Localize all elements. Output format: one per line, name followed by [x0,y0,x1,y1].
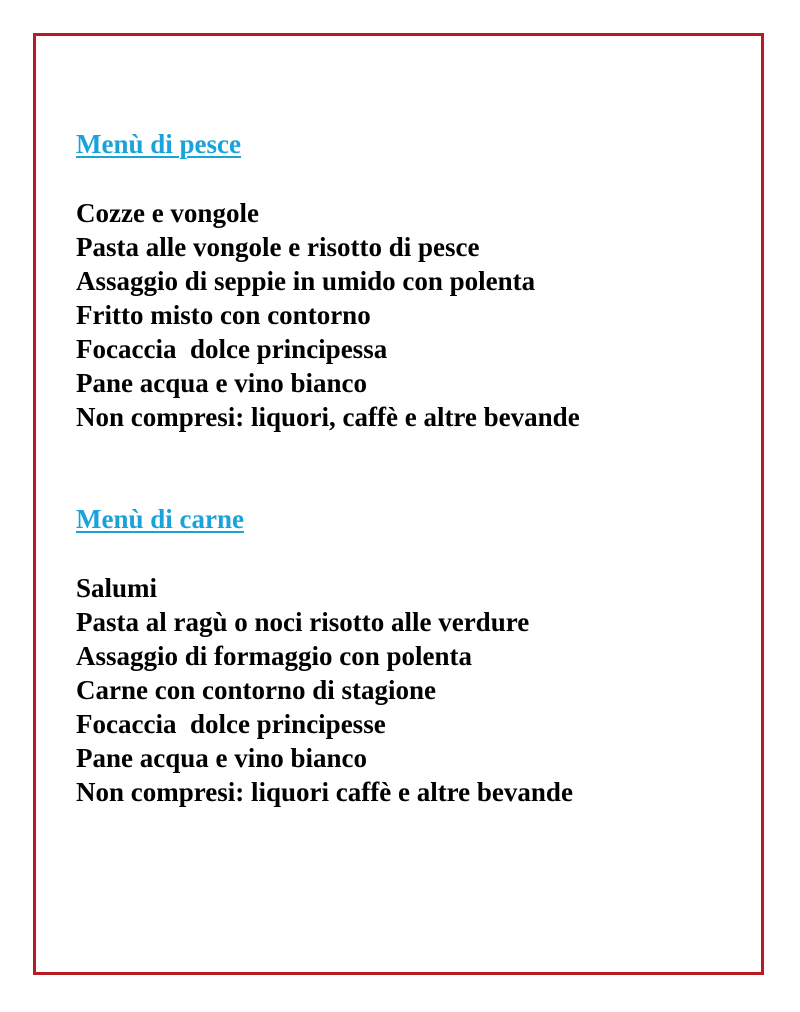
menu-item: Fritto misto con contorno [76,300,371,330]
menu-item: Cozze e vongole [76,198,259,228]
menu-item: Carne con contorno di stagione [76,675,436,705]
menu-item: Assaggio di formaggio con polenta [76,641,473,671]
menu-pesce-section [76,127,756,434]
menu-carne-title: Menù di carne [76,504,244,534]
menu-item: Non compresi: liquori caffè e altre bevande [76,777,573,807]
menu-carne-items [76,571,756,809]
menu-item: Pane acqua e vino bianco [76,743,368,773]
menu-item: Non compresi: liquori, caffè e altre bevande [76,402,580,432]
menu-item: Pasta alle vongole e risotto di pesce [76,232,480,262]
menu-carne-section [76,502,756,809]
menu-pesce-items [76,196,756,434]
menu-item: Focaccia dolce principessa [76,334,388,364]
menu-item: Salumi [76,573,158,603]
menu-pesce-title: Menù di pesce [76,129,241,159]
menu-item: Assaggio di seppie in umido con polenta [76,266,536,296]
menu-item: Pane acqua e vino bianco [76,368,368,398]
menu-item: Focaccia dolce principesse [76,709,386,739]
menu-item: Pasta al ragù o noci risotto alle verdure [76,607,530,637]
